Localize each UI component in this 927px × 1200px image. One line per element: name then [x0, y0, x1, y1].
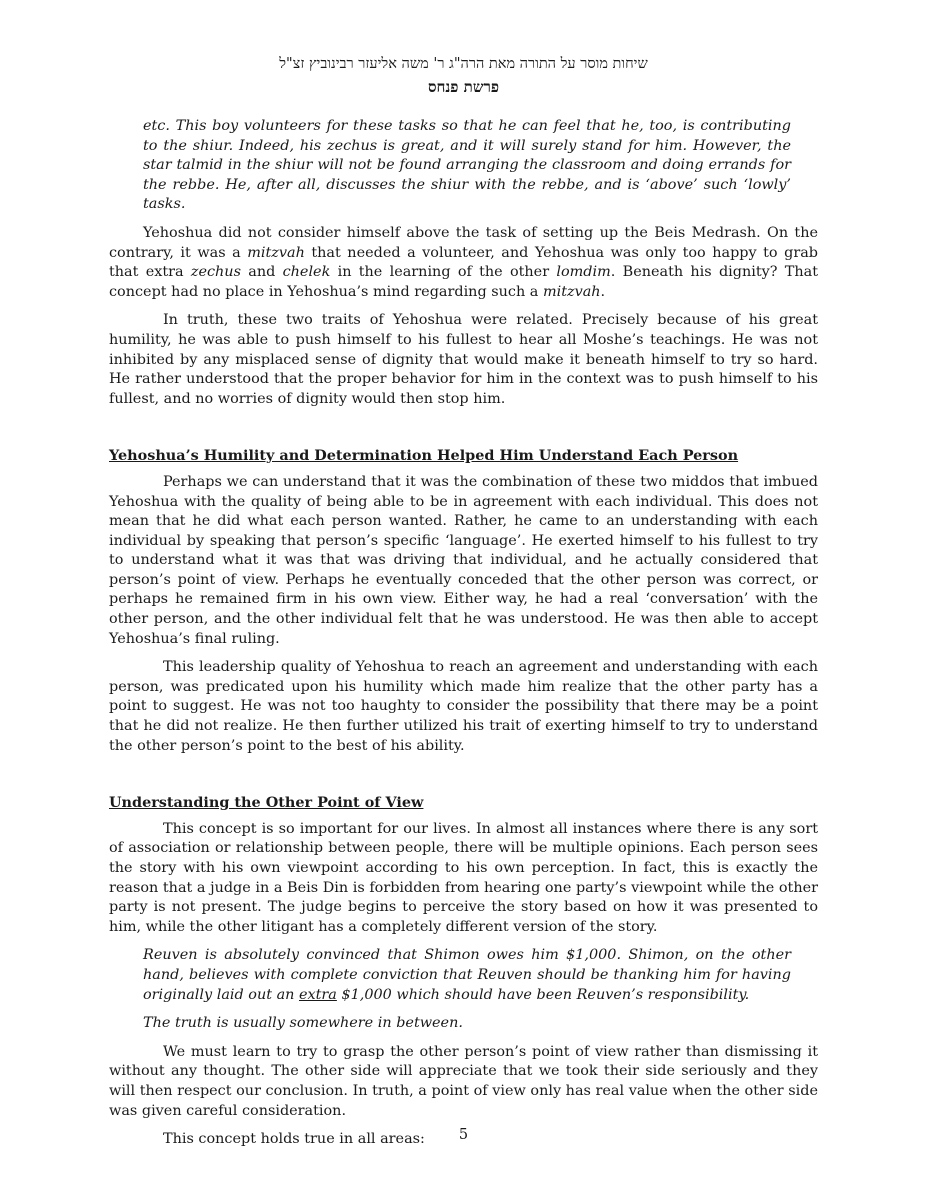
section-heading-2: Understanding the Other Point of View [109, 794, 424, 812]
paragraph-6: We must learn to try to grasp the other person’s point of view rather than dismissing it without any thought. The other side will appreciate that we took their side seriously and they will then respect our conclusion. In truth, a point of view only has real value when the other side was given careful consideration. [109, 1043, 818, 1119]
paragraph-1: Yehoshua did not consider himself above the task of setting up the Beis Medrash. On the contrary, it was a mitzvah that needed a volunteer, and Yehoshua was only too happy to grab that extra zechus and chelek in the learning of the other lomdim. Beneath his dignity? That concept had no place in Yehoshua’s mind regarding such a mitzvah. [109, 224, 819, 300]
quote-block-2: Reuven is absolutely convinced that Shimon owes him $1,000. Shimon, on the other hand, believes with complete conviction that Reuven should be thanking him for having originally laid out an extra $1,000 which should have been Reuven’s responsibility. [143, 947, 791, 1003]
running-header-title: שיחות מוסר על התורה מאת הרה"ג ר' משה אליעזר רבינוביץ זצ"ל [279, 56, 648, 72]
quote-block-1: etc. This boy volunteers for these tasks so that he can feel that he, too, is contributing to the shiur. Indeed, his zechus is great, and it will surely stand for him. However, the star talmid in the shiur will not be found arranging the classroom and doing errands for the rebbe. He, after all, discusses the shiur with the rebbe, and is ‘above’ such ‘lowly’ tasks. [143, 118, 791, 213]
paragraph-5: This concept is so important for our lives. In almost all instances where there is any sort of association or relationship between people, there will be multiple opinions. Each person sees the story with his own viewpoint according to his own perception. In fact, this is exactly the reason that a judge in a Beis Din is forbidden from hearing one party’s viewpoint while the other party is not present. The judge begins to perceive the story based on how it was presented to him, while the other litigant has a completely different version of the story. [109, 820, 818, 935]
paragraph-4: This leadership quality of Yehoshua to reach an agreement and understanding with each person, was predicated upon his humility which made him realize that the other party has a point to suggest. He was not too haughty to consider the possibility that there may be a point that he did not realize. He then further utilized his trait of exerting himself to try to understand the other person’s point to the best of his ability. [109, 659, 818, 754]
body-text [109, 117, 818, 1159]
running-header-parsha: פרשת פנחס [428, 78, 499, 96]
paragraph-2: In truth, these two traits of Yehoshua were related. Precisely because of his great humility, he was able to push himself to his fullest to hear all Moshe’s teachings. He was not inhibited by any misplaced sense of dignity that would make it beneath himself to try so hard. He rather understood that the proper behavior for him in the context was to push himself to his fullest, and no worries of dignity would then stop him. [109, 312, 818, 407]
document-page [109, 0, 818, 1200]
section-heading-1: Yehoshua’s Humility and Determination Helped Him Understand Each Person [109, 447, 739, 465]
page-number: 5 [458, 1127, 469, 1143]
paragraph-7: This concept holds true in all areas: [163, 1131, 425, 1148]
paragraph-3: Perhaps we can understand that it was the combination of these two middos that imbued Yehoshua with the quality of being able to be in agreement with each individual. This does not mean that he did what each person wanted. Rather, he came to an understanding with each individual by speaking that person’s specific ‘language’. He exerted himself to his fullest to try to understand what it was that was driving that individual, and he actually considered that person’s point of view. Perhaps he eventually conceded that the other person was correct, or perhaps he remained firm in his own view. Either way, he had a real ‘conversation’ with the other person, and the other individual felt that he was understood. He was then able to accept Yehoshua’s final ruling. [109, 473, 818, 647]
quote-block-3: The truth is usually somewhere in between. [143, 1015, 463, 1032]
